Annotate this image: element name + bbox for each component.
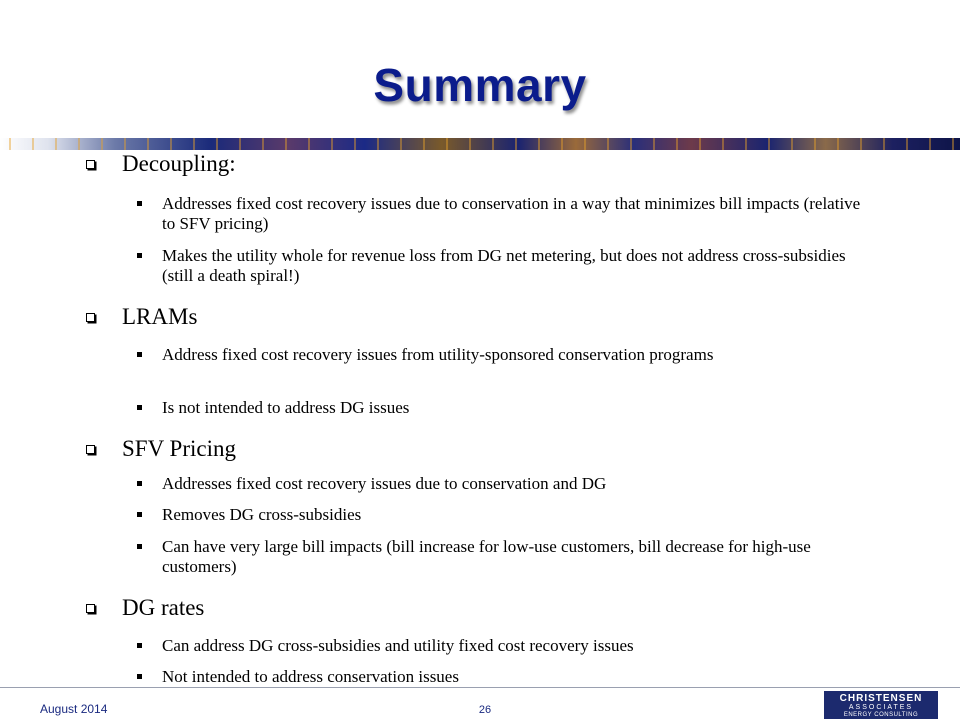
square-bullet-icon <box>86 604 95 613</box>
list-item-text: Addresses fixed cost recovery issues due to conservation and DG <box>162 474 607 493</box>
list-item-text: Addresses fixed cost recovery issues due to conservation in a way that minimizes bill impacts (relative to SFV pricing) <box>162 194 861 233</box>
list-item-text: Removes DG cross-subsidies <box>162 505 362 524</box>
bullet-icon <box>137 253 142 258</box>
company-logo <box>824 691 938 719</box>
square-bullet-icon <box>86 160 95 169</box>
list-item-text: Not intended to address conservation issues <box>162 667 459 686</box>
list-item-text: Makes the utility whole for revenue loss from DG net metering, but does not address cross-subsidies (still a death spiral!) <box>162 246 846 285</box>
section-label: DG rates <box>122 595 205 620</box>
slide-title: Summary <box>373 59 587 111</box>
list-item-text: Can address DG cross-subsidies and utility fixed cost recovery issues <box>162 636 634 655</box>
bullet-icon <box>137 544 142 549</box>
bullet-icon <box>137 352 142 357</box>
page-number: 26 <box>478 704 492 716</box>
logo-name: CHRISTENSEN <box>839 693 923 704</box>
list-item-text: Can have very large bill impacts (bill increase for low-use customers, bill decrease for high-use customers) <box>162 537 811 576</box>
bullet-icon <box>137 405 142 410</box>
section-label: LRAMs <box>122 304 198 329</box>
header-banner <box>0 138 960 150</box>
bullet-icon <box>137 512 142 517</box>
footer-divider <box>0 687 960 688</box>
square-bullet-icon <box>86 445 95 454</box>
footer-date: August 2014 <box>40 702 108 716</box>
section-label: Decoupling: <box>122 151 236 176</box>
logo-tagline: ENERGY CONSULTING <box>843 712 919 718</box>
square-bullet-icon <box>86 313 95 322</box>
section-label: SFV Pricing <box>122 436 236 461</box>
list-item-text: Is not intended to address DG issues <box>162 398 410 417</box>
bullet-icon <box>137 674 142 679</box>
bullet-icon <box>137 481 142 486</box>
bullet-icon <box>137 201 142 206</box>
list-item-text: Address fixed cost recovery issues from utility-sponsored conservation programs <box>162 345 714 364</box>
bullet-icon <box>137 643 142 648</box>
logo-subname: ASSOCIATES <box>848 704 914 711</box>
